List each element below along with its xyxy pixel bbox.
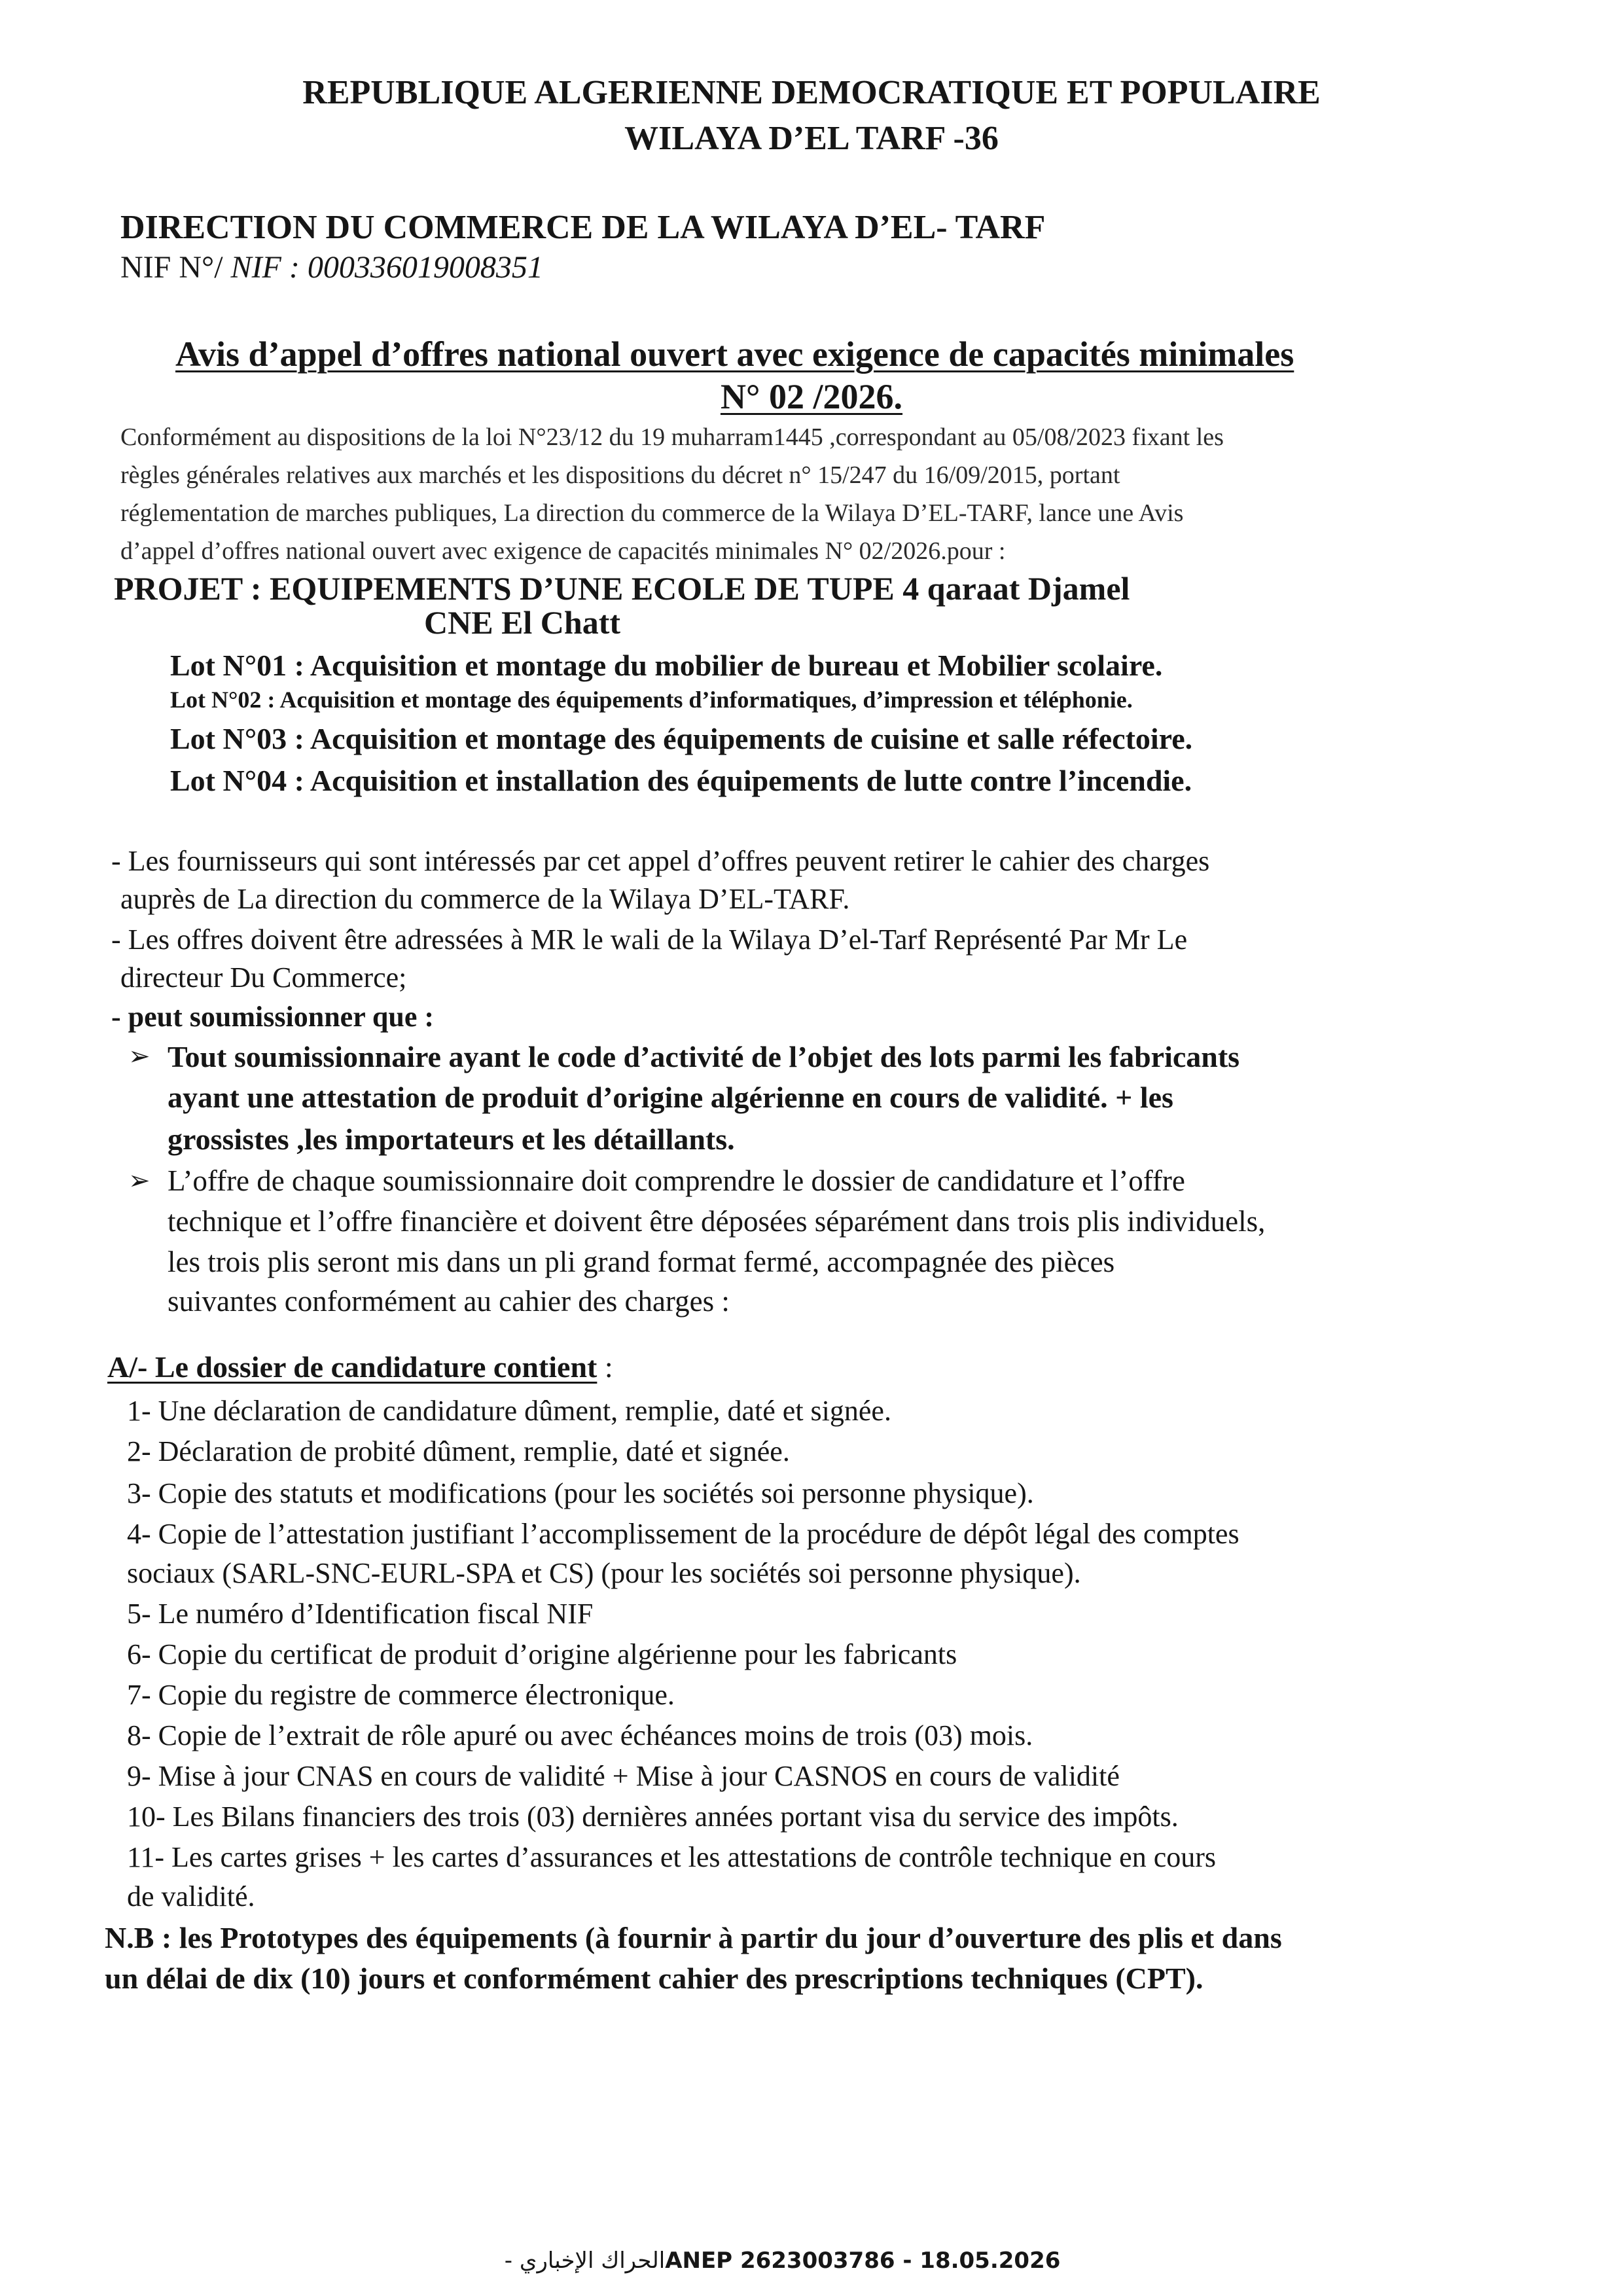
- withdraw-line-1: - Les fournisseurs qui sont intéressés par cet appel d’offres peuvent retirer le cahier des charges: [111, 845, 1210, 877]
- nif-line: [120, 249, 543, 285]
- address-line-1: - Les offres doivent être adressées à MR le wali de la Wilaya D’el-Tarf Représenté Par Mr Le: [111, 924, 1188, 956]
- dossier-item-2: 2- Déclaration de probité dûment, remplie, daté et signée.: [127, 1435, 790, 1467]
- dossier-item-5: 5- Le numéro d’Identification fiscal NIF: [127, 1598, 594, 1630]
- dossier-item-4-cont: sociaux (SARL-SNC-EURL-SPA et CS) (pour les sociétés soi personne physique).: [127, 1557, 1081, 1589]
- intro-line-2: règles générales relatives aux marchés et les dispositions du décret n° 15/247 du 16/09/2015, portant: [120, 461, 1120, 489]
- intro-line-1: Conformément au dispositions de la loi N°23/12 du 19 muharram1445 ,correspondant au 05/08/2023 fixant les: [120, 423, 1224, 451]
- withdraw-line-2: auprès de La direction du commerce de la Wilaya D’EL-TARF.: [120, 883, 850, 915]
- lot-04: Lot N°04 : Acquisition et installation des équipements de lutte contre l’incendie.: [170, 764, 1192, 797]
- dossier-item-9: 9- Mise à jour CNAS en cours de validité + Mise à jour CASNOS en cours de validité: [127, 1760, 1120, 1792]
- footer-anep-ref: ANEP 2623003786 - 18.05.2026: [665, 2248, 1061, 2274]
- nb-line-2: un délai de dix (10) jours et conformément cahier des prescriptions techniques (CPT).: [105, 1962, 1204, 1995]
- bullet-2-line-1: L’offre de chaque soumissionnaire doit comprendre le dossier de candidature et l’offre: [168, 1164, 1185, 1197]
- lot-02: Lot N°02 : Acquisition et montage des équipements d’informatiques, d’impression et téléphonie.: [170, 687, 1133, 713]
- intro-line-3: réglementation de marches publiques, La direction du commerce de la Wilaya D’EL-TARF, lance une Avis: [120, 499, 1184, 527]
- bullet-2-line-3: les trois plis seront mis dans un pli grand format fermé, accompagnée des pièces: [168, 1246, 1115, 1278]
- dossier-item-4: 4- Copie de l’attestation justifiant l’accomplissement de la procédure de dépôt légal des comptes: [127, 1518, 1240, 1550]
- dossier-item-7: 7- Copie du registre de commerce électronique.: [127, 1679, 675, 1711]
- eligibility-heading: - peut soumissionner que :: [111, 1001, 435, 1033]
- wilaya-heading: WILAYA D’EL TARF -36: [624, 120, 999, 157]
- dossier-item-6: 6- Copie du certificat de produit d’origine algérienne pour les fabricants: [127, 1638, 957, 1670]
- lot-03: Lot N°03 : Acquisition et montage des équipements de cuisine et salle réfectoire.: [170, 722, 1193, 755]
- dossier-item-1: 1- Une déclaration de candidature dûment, remplie, daté et signée.: [127, 1395, 891, 1427]
- bullet-1-line-2: ayant une attestation de produit d’origine algérienne en cours de validité. + les: [168, 1081, 1173, 1114]
- dossier-item-11-cont: de validité.: [127, 1880, 255, 1912]
- dossier-item-8: 8- Copie de l’extrait de rôle apuré ou avec échéances moins de trois (03) mois.: [127, 1719, 1033, 1751]
- footer-ref: [497, 2248, 1060, 2274]
- dossier-item-3: 3- Copie des statuts et modifications (pour les sociétés soi personne physique).: [127, 1477, 1034, 1509]
- dossier-item-10: 10- Les Bilans financiers des trois (03) dernières années portant visa du service des impôts.: [127, 1801, 1179, 1833]
- bullet-1-line-3: grossistes ,les importateurs et les détaillants.: [168, 1122, 735, 1156]
- nif-label: NIF N°/: [120, 250, 231, 285]
- dossier-heading: [107, 1350, 613, 1384]
- project-location: CNE El Chatt: [424, 604, 621, 641]
- lot-01: Lot N°01 : Acquisition et montage du mobilier de bureau et Mobilier scolaire.: [170, 649, 1163, 682]
- project-title: PROJET : EQUIPEMENTS D’UNE ECOLE DE TUPE 4 qaraat Djamel: [114, 570, 1130, 607]
- republic-heading: REPUBLIQUE ALGERIENNE DEMOCRATIQUE ET POPULAIRE: [302, 74, 1321, 111]
- intro-line-4: d’appel d’offres national ouvert avec exigence de capacités minimales N° 02/2026.pour :: [120, 537, 1006, 565]
- dossier-item-11: 11- Les cartes grises + les cartes d’assurances et les attestations de contrôle technique en cours: [127, 1841, 1217, 1873]
- nb-line-1: N.B : les Prototypes des équipements (à fournir à partir du jour d’ouverture des plis et dans: [105, 1921, 1282, 1954]
- notice-title: Avis d’appel d’offres national ouvert avec exigence de capacités minimales: [175, 334, 1294, 374]
- bullet-arrow-icon: ➢: [128, 1166, 151, 1195]
- nif-value: NIF : 000336019008351: [230, 250, 543, 285]
- direction-heading: DIRECTION DU COMMERCE DE LA WILAYA D’EL- TARF: [120, 209, 1046, 246]
- dossier-heading-text: A/- Le dossier de candidature contient: [107, 1350, 597, 1384]
- address-line-2: directeur Du Commerce;: [120, 961, 407, 994]
- footer-arabic: الحراك الإخباري -: [497, 2248, 666, 2274]
- bullet-arrow-icon: ➢: [128, 1041, 151, 1071]
- bullet-2-line-4: suivantes conformément au cahier des charges :: [168, 1285, 730, 1318]
- bullet-2-line-2: technique et l’offre financière et doivent être déposées séparément dans trois plis individuels,: [168, 1205, 1266, 1238]
- dossier-heading-colon: :: [597, 1350, 613, 1384]
- notice-number: N° 02 /2026.: [720, 377, 903, 416]
- bullet-1-line-1: Tout soumissionnaire ayant le code d’activité de l’objet des lots parmi les fabricants: [168, 1040, 1240, 1073]
